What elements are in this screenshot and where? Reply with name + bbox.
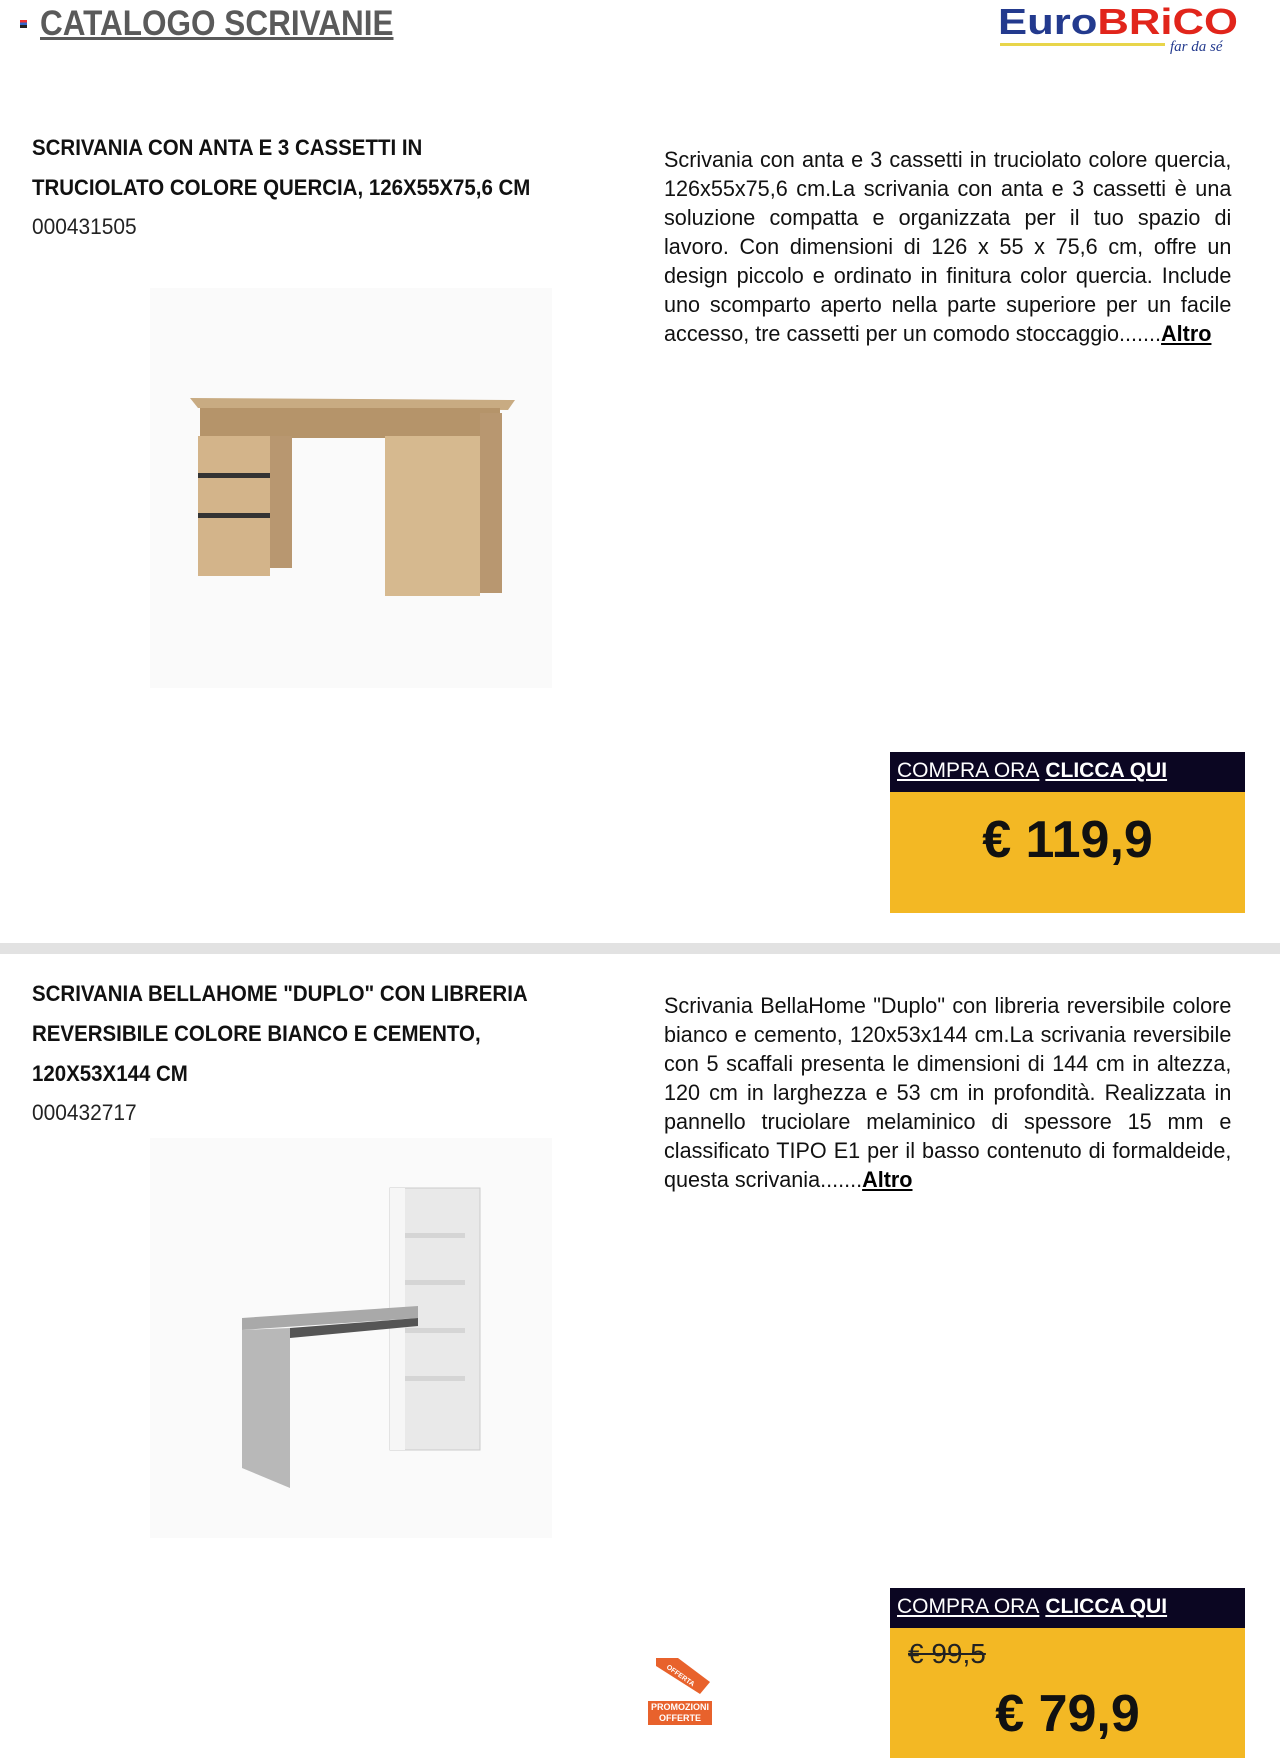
- more-link[interactable]: Altro: [1161, 321, 1212, 346]
- click-here-link[interactable]: CLICCA QUI: [1045, 759, 1168, 782]
- product-image[interactable]: [150, 288, 552, 688]
- title-line: SCRIVANIA BELLAHOME "DUPLO" CON LIBRERIA: [32, 981, 528, 1006]
- description-text: Scrivania con anta e 3 cassetti in truciolato colore quercia, 126x55x75,6 cm.La scrivania con anta e 3 cassetti è una soluzione compatta e organizzata per il tuo spazio di lavoro. Con dimensioni di 126 x 55 x 75,6 cm, offre un design piccolo e ordinato in finitura color quercia. Include uno scomparto aperto nella parte superiore per un facile accesso, tre cassetti per un comodo stoccaggio.......: [664, 147, 1232, 346]
- offer-badge[interactable]: [648, 1656, 716, 1726]
- product-description: [664, 991, 1231, 1194]
- product-title: [32, 974, 571, 1094]
- product-code: 000431505: [32, 214, 137, 239]
- title-line: 120X53X144 CM: [32, 1061, 188, 1086]
- title-line: REVERSIBILE COLORE BIANCO E CEMENTO,: [32, 1021, 481, 1046]
- price: € 79,9: [995, 1685, 1140, 1743]
- description-text: Scrivania BellaHome "Duplo" con libreria reversibile colore bianco e cemento, 120x53x144 cm.La scrivania reversibile con 5 scaffali presenta le dimensioni di 144 cm in altezza, 120 cm in larghezza e 53 cm in profondità. Realizzata in pannello truciolare melaminico di spessore 15 mm e classificato TIPO E1 per il basso contenuto di formaldeide, questa scrivania.......: [664, 993, 1232, 1192]
- offer-tag-icon: [648, 1656, 716, 1696]
- divider: [0, 943, 1280, 954]
- buy-now-link[interactable]: COMPRA ORA: [897, 1595, 1040, 1618]
- svg-text:OFFERTA: OFFERTA: [664, 1663, 696, 1689]
- more-link[interactable]: Altro: [862, 1167, 913, 1192]
- eurobrico-logo: [998, 0, 1248, 56]
- buy-box: [890, 752, 1245, 913]
- product-image[interactable]: [150, 1138, 552, 1538]
- product-code: 000432717: [32, 1100, 137, 1125]
- buy-header[interactable]: [890, 1588, 1245, 1628]
- buy-now-link[interactable]: COMPRA ORA: [897, 759, 1040, 782]
- bullet-icon: [20, 20, 27, 28]
- price: € 119,9: [982, 811, 1153, 869]
- svg-text:far da sé: far da sé: [1170, 39, 1223, 55]
- buy-header[interactable]: [890, 752, 1245, 792]
- svg-text:EuroBRiCO: Euro BRiCO: [998, 1, 1214, 42]
- product-title: [32, 128, 571, 208]
- offer-label: PROMOZIONI: [651, 1702, 709, 1712]
- title-line: TRUCIOLATO COLORE QUERCIA, 126X55X75,6 CM: [32, 175, 531, 200]
- offer-label: OFFERTE: [659, 1713, 701, 1723]
- click-here-link[interactable]: CLICCA QUI: [1045, 1595, 1168, 1618]
- buy-box: [890, 1588, 1245, 1758]
- page-title: CATALOGO SCRIVANIE: [40, 4, 394, 43]
- title-line: SCRIVANIA CON ANTA E 3 CASSETTI IN: [32, 135, 423, 160]
- old-price: € 99,5: [908, 1638, 986, 1669]
- product-description: [664, 145, 1231, 348]
